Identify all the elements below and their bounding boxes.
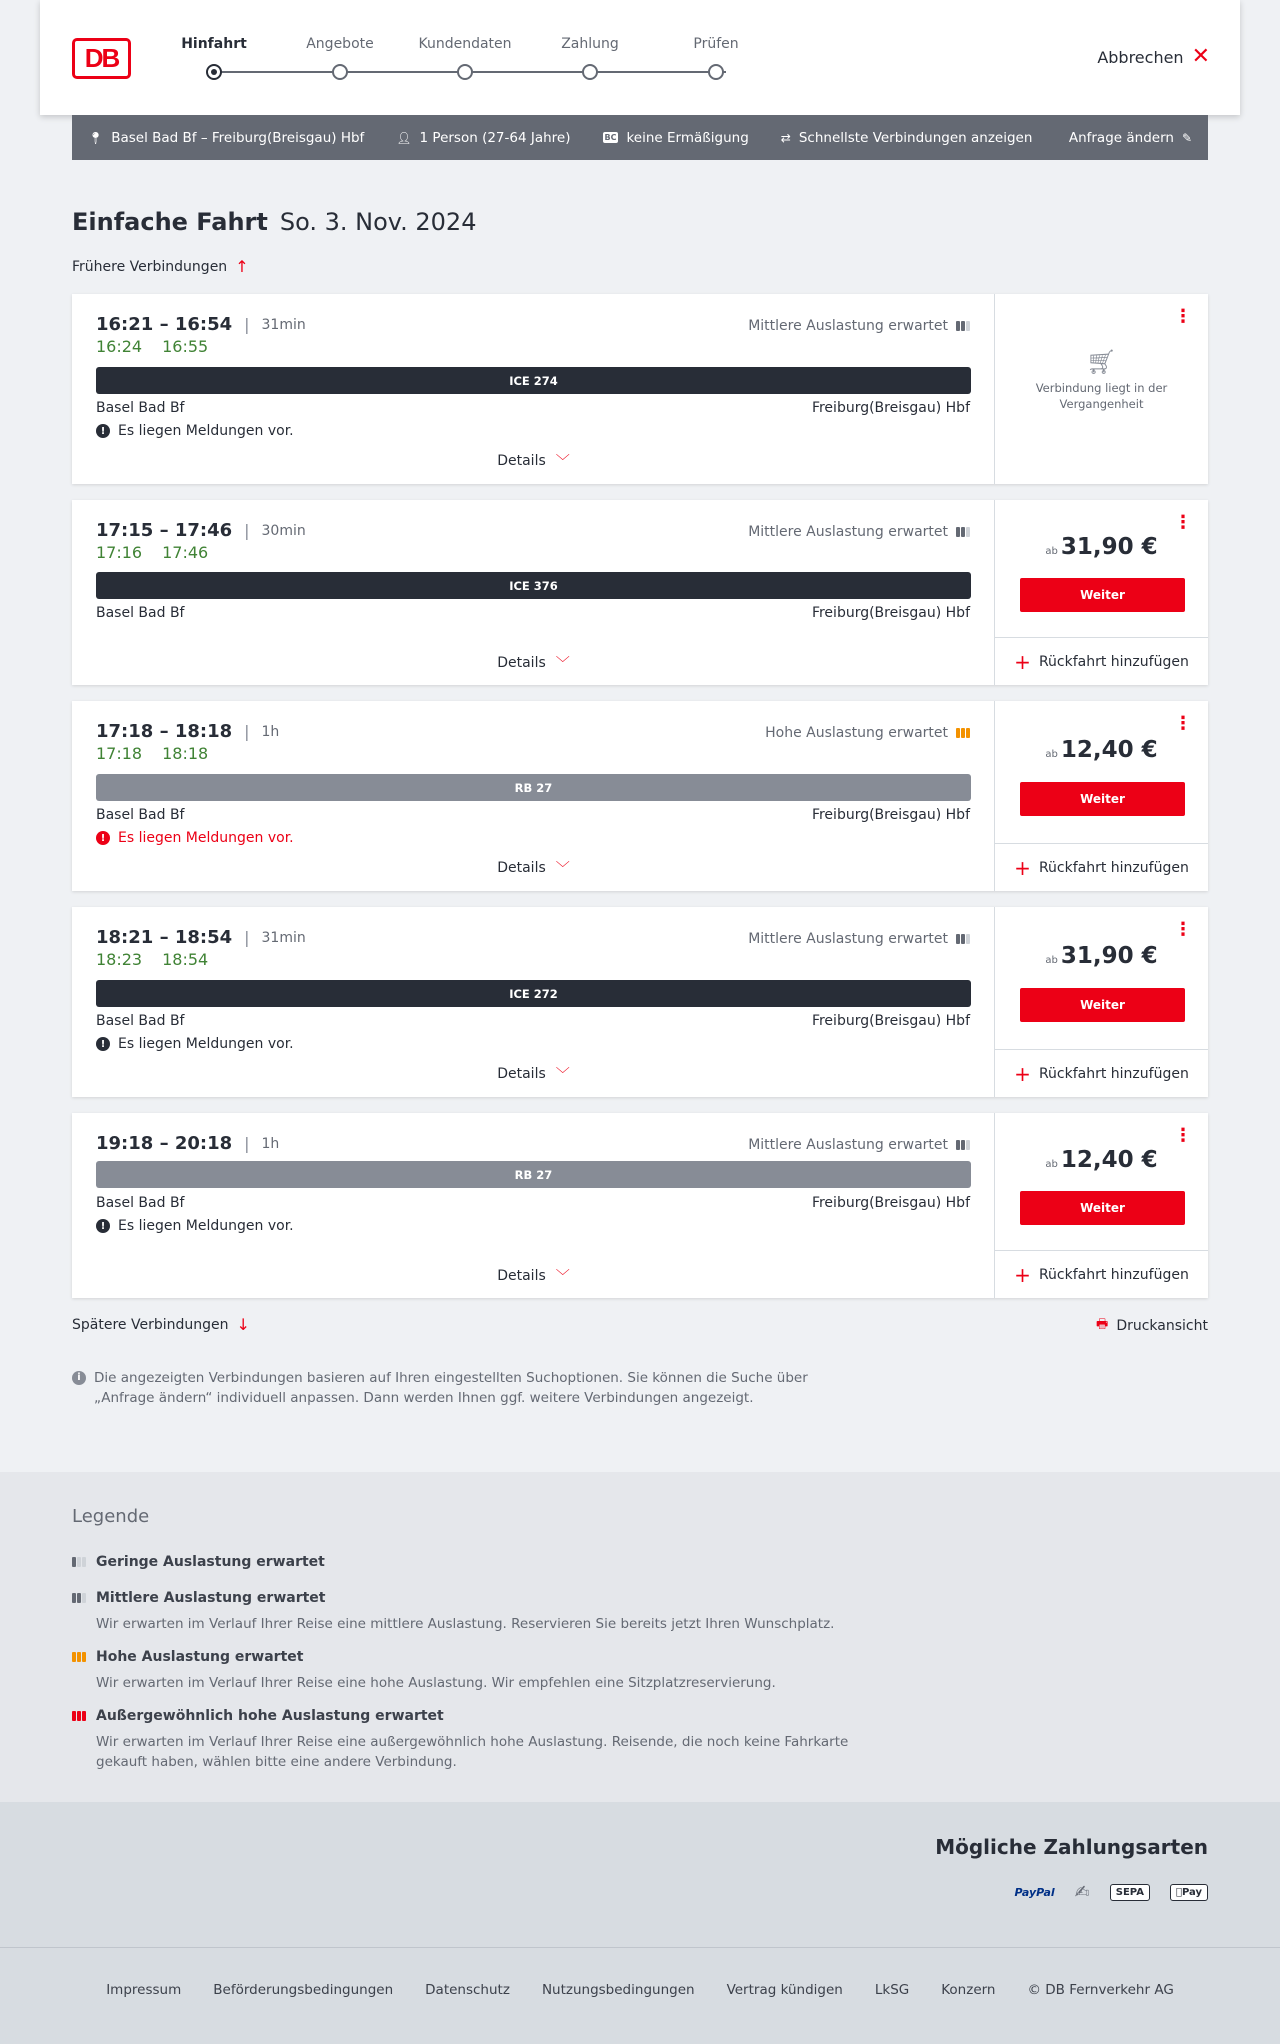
step-kundendaten [410, 36, 520, 80]
connection-card [72, 294, 1208, 484]
train-bar[interactable]: ICE 272 [96, 980, 971, 1007]
message-text: Es liegen Meldungen vor. [118, 1218, 294, 1234]
occupancy-low-icon [72, 1557, 86, 1567]
past-text: Verbindung liegt in der Vergangenheit [1035, 381, 1168, 411]
footer-link-datenschutz[interactable]: Datenschutz [425, 1982, 510, 1998]
message-text: Es liegen Meldungen vor. [118, 423, 294, 439]
step-label: Prüfen [693, 36, 739, 52]
cart-unavailable-icon: 🛒︎ [1086, 348, 1117, 376]
price-panel [995, 294, 1208, 484]
alert-icon: ! [96, 424, 110, 438]
step-zahlung [535, 36, 645, 80]
time-range: 17:18 – 18:18 [96, 721, 233, 742]
cancel-button[interactable] [1097, 46, 1210, 68]
footer-links [0, 1982, 1280, 1998]
connection-main[interactable] [72, 294, 995, 484]
paypal-icon: PayPal [1014, 1886, 1055, 1899]
realtime-arrival: 17:46 [162, 543, 209, 562]
separator: | [244, 521, 250, 540]
more-options-icon[interactable]: ⋮ [1174, 512, 1192, 533]
add-return-label: Rückfahrt hinzufügen [1038, 1266, 1189, 1283]
page-title: Einfache Fahrt [72, 208, 268, 236]
legend-item-medium [72, 1590, 872, 1634]
print-view-link[interactable] [1096, 1315, 1208, 1337]
duration: 30min [261, 522, 306, 539]
note-text: Die angezeigten Verbindungen basieren auf Ihren eingestellten Suchoptionen. Sie können die Suche über „Anfrage ändern“ individuell anpassen. Dann werden Ihnen ggf. weitere Verbindungen angezeigt. [94, 1370, 808, 1406]
plus-icon: + [1014, 855, 1031, 880]
footer [0, 1948, 1280, 2044]
step-dot [708, 64, 724, 80]
legend-item-high [72, 1649, 872, 1693]
earlier-label: Frühere Verbindungen [72, 258, 228, 275]
footer-link-vertrag-kuendigen[interactable]: Vertrag kündigen [726, 1982, 843, 1998]
price-panel [995, 701, 1208, 891]
change-request-button[interactable] [1069, 130, 1192, 146]
add-return-button[interactable] [995, 1049, 1208, 1097]
step-dot [206, 64, 222, 80]
departure-station: Basel Bad Bf [96, 1013, 185, 1029]
duration: 1h [261, 1135, 280, 1152]
connection-card [72, 500, 1208, 685]
details-toggle[interactable] [72, 1266, 995, 1286]
occupancy-info [748, 931, 970, 947]
separator: | [244, 722, 250, 741]
legend-item-label: Hohe Auslastung erwartet [96, 1649, 304, 1665]
location-pin-icon: 📍︎ [88, 130, 104, 145]
price-prefix: ab [1045, 749, 1058, 760]
add-return-button[interactable] [995, 843, 1208, 891]
direct-debit-hand-icon: ✍ [1074, 1882, 1090, 1903]
footer-link-impressum[interactable]: Impressum [106, 1982, 182, 1998]
step-hinfahrt [159, 36, 269, 80]
planned-times [96, 721, 279, 742]
message-text: Es liegen Meldungen vor. [118, 830, 294, 846]
swap-arrows-icon: ⇄ [780, 130, 791, 145]
departure-station: Basel Bad Bf [96, 400, 185, 416]
progress-stepper [182, 36, 772, 86]
legend-item-desc: Wir erwarten im Verlauf Ihrer Reise eine hohe Auslastung. Wir empfehlen eine Sitzplatzreservierung. [96, 1675, 776, 1691]
footer-link-befoerderungsbedingungen[interactable]: Beförderungsbedingungen [213, 1982, 394, 1998]
legend-item-low [72, 1554, 872, 1570]
message-notice[interactable] [96, 1218, 294, 1234]
occupancy-text: Mittlere Auslastung erwartet [748, 524, 948, 540]
travel-date: So. 3. Nov. 2024 [279, 208, 477, 236]
price-value: 12,40 € [1060, 1147, 1158, 1173]
details-toggle[interactable] [72, 451, 995, 471]
occupancy-medium-icon [956, 934, 970, 944]
legend-item-title [72, 1708, 872, 1724]
arrival-station: Freiburg(Breisgau) Hbf [811, 807, 970, 823]
more-options-icon[interactable]: ⋮ [1174, 713, 1192, 734]
train-bar[interactable]: ICE 274 [96, 367, 971, 394]
page-title-row [72, 208, 476, 236]
occupancy-text: Mittlere Auslastung erwartet [748, 931, 948, 947]
realtime-arrival: 18:18 [162, 744, 209, 763]
realtime-departure: 17:16 [96, 543, 143, 562]
occupancy-info [748, 524, 970, 540]
footer-copyright: © DB Fernverkehr AG [1027, 1982, 1174, 1998]
chevron-down-icon: ﹀ [555, 1269, 570, 1285]
info-icon: i [72, 1371, 86, 1385]
legend-item-very-high [72, 1708, 872, 1772]
step-label: Hinfahrt [181, 36, 247, 52]
message-notice[interactable] [96, 423, 294, 439]
connection-main[interactable] [72, 1113, 995, 1298]
price [995, 534, 1208, 560]
details-toggle[interactable] [72, 1064, 995, 1084]
separator: | [244, 1134, 250, 1153]
duration: 1h [261, 723, 280, 740]
price-prefix: ab [1045, 546, 1058, 557]
occupancy-text: Hohe Auslastung erwartet [765, 725, 948, 741]
close-icon: ✕ [1191, 44, 1210, 69]
discount-summary[interactable] [603, 130, 749, 146]
add-return-label: Rückfahrt hinzufügen [1038, 1065, 1189, 1082]
bahncard-icon: BC [604, 133, 617, 142]
planned-times [96, 1133, 279, 1154]
step-dot [332, 64, 348, 80]
separator: | [244, 315, 250, 334]
planned-times [96, 314, 306, 335]
message-text: Es liegen Meldungen vor. [118, 1036, 294, 1052]
message-notice[interactable] [96, 1036, 294, 1052]
message-notice[interactable] [96, 830, 294, 846]
earlier-connections-link[interactable] [72, 257, 249, 276]
legend-section [0, 1472, 1280, 1802]
occupancy-text: Mittlere Auslastung erwartet [748, 318, 948, 334]
travelers-summary[interactable] [396, 130, 570, 146]
realtime-times [96, 543, 208, 562]
price-value: 31,90 € [1060, 943, 1158, 969]
occupancy-very-high-icon [72, 1711, 86, 1721]
arrival-station: Freiburg(Breisgau) Hbf [811, 1195, 970, 1211]
connection-main[interactable] [72, 701, 995, 891]
pencil-icon: ✎ [1181, 130, 1192, 145]
legend-item-label: Außergewöhnlich hohe Auslastung erwartet [96, 1708, 444, 1724]
legend-item-title [72, 1649, 872, 1665]
details-label: Details [497, 655, 546, 671]
apple-pay-label: Pay [1181, 1887, 1202, 1898]
time-range: 18:21 – 18:54 [96, 927, 233, 948]
db-logo[interactable]: DB [72, 38, 131, 79]
payment-icons [1015, 1882, 1209, 1903]
price [995, 1147, 1208, 1173]
occupancy-info [765, 725, 970, 741]
later-label: Spätere Verbindungen [72, 1316, 229, 1333]
time-range: 19:18 – 20:18 [96, 1133, 233, 1154]
occupancy-info [748, 1137, 970, 1153]
chevron-down-icon: ﹀ [555, 861, 570, 877]
arrival-station: Freiburg(Breisgau) Hbf [811, 1013, 970, 1029]
price-value: 31,90 € [1060, 534, 1158, 560]
occupancy-high-icon [72, 1652, 86, 1662]
realtime-arrival: 18:54 [162, 950, 209, 969]
add-return-label: Rückfahrt hinzufügen [1038, 653, 1189, 670]
price-panel [995, 1113, 1208, 1298]
realtime-times [96, 744, 208, 763]
step-pruefen [661, 36, 771, 80]
step-angebote [285, 36, 395, 80]
payment-methods-section [0, 1802, 1280, 1948]
footer-link-lksg[interactable]: LkSG [874, 1982, 910, 1998]
step-label: Zahlung [561, 36, 619, 52]
legend-item-title [72, 1590, 872, 1606]
continue-button[interactable]: Weiter [1020, 578, 1185, 612]
time-range: 16:21 – 16:54 [96, 314, 233, 335]
fastest-connections-toggle[interactable] [781, 130, 1033, 146]
continue-button[interactable]: Weiter [1020, 988, 1185, 1022]
details-label: Details [497, 860, 546, 876]
realtime-times [96, 950, 208, 969]
change-request-label: Anfrage ändern [1068, 129, 1174, 146]
past-connection-notice [995, 348, 1208, 412]
legend-title: Legende [72, 1506, 150, 1527]
legend-item-label: Geringe Auslastung erwartet [96, 1554, 325, 1570]
print-label: Druckansicht [1116, 1318, 1208, 1334]
connection-card [72, 907, 1208, 1097]
departure-station: Basel Bad Bf [96, 807, 185, 823]
occupancy-text: Mittlere Auslastung erwartet [748, 1137, 948, 1153]
legend-item-label: Mittlere Auslastung erwartet [96, 1590, 326, 1606]
header [40, 0, 1240, 115]
departure-station: Basel Bad Bf [96, 1195, 185, 1211]
route-summary[interactable] [88, 130, 364, 146]
continue-button[interactable]: Weiter [1020, 1191, 1185, 1225]
realtime-departure: 16:24 [96, 337, 143, 356]
add-return-label: Rückfahrt hinzufügen [1038, 859, 1189, 876]
connection-main[interactable] [72, 500, 995, 685]
step-label: Kundendaten [418, 36, 512, 52]
details-label: Details [497, 453, 546, 469]
details-label: Details [497, 1066, 546, 1082]
connection-card [72, 701, 1208, 891]
discount-text: keine Ermäßigung [626, 129, 749, 146]
details-toggle[interactable] [72, 653, 995, 673]
legend-item-desc: Wir erwarten im Verlauf Ihrer Reise eine mittlere Auslastung. Reservieren Sie bereits jetzt Ihren Wunschplatz. [96, 1616, 835, 1632]
route-text: Basel Bad Bf – Freiburg(Breisgau) Hbf [111, 129, 365, 146]
cancel-label: Abbrechen [1097, 47, 1184, 67]
add-return-button[interactable] [995, 637, 1208, 685]
connection-main[interactable] [72, 907, 995, 1097]
search-options-note [72, 1368, 852, 1408]
price-prefix: ab [1045, 1159, 1058, 1170]
connection-card [72, 1113, 1208, 1298]
price-prefix: ab [1045, 955, 1058, 966]
details-label: Details [497, 1268, 546, 1284]
train-bar[interactable]: RB 27 [96, 1161, 971, 1188]
footer-link-konzern[interactable]: Konzern [941, 1982, 996, 1998]
apple-pay-icon [1170, 1884, 1208, 1901]
occupancy-high-icon [956, 728, 970, 738]
search-summary-bar [72, 115, 1208, 160]
footer-link-nutzungsbedingungen[interactable]: Nutzungsbedingungen [541, 1982, 695, 1998]
legend-item-title [72, 1554, 872, 1570]
occupancy-medium-icon [956, 527, 970, 537]
person-icon: 👤︎ [396, 130, 412, 145]
train-bar[interactable]: ICE 376 [96, 572, 971, 599]
arrival-station: Freiburg(Breisgau) Hbf [811, 400, 970, 416]
chevron-down-icon: ﹀ [555, 454, 570, 470]
details-toggle[interactable] [72, 858, 995, 878]
step-label: Angebote [306, 36, 374, 52]
realtime-departure: 17:18 [96, 744, 143, 763]
chevron-down-icon: ﹀ [555, 656, 570, 672]
step-dot [457, 64, 473, 80]
sepa-icon: SEPA [1110, 1884, 1150, 1901]
occupancy-medium-icon [956, 321, 970, 331]
realtime-departure: 18:23 [96, 950, 143, 969]
price [995, 737, 1208, 763]
arrow-down-icon: ↓ [236, 1315, 250, 1334]
plus-icon: + [1014, 1061, 1031, 1086]
time-range: 17:15 – 17:46 [96, 520, 233, 541]
occupancy-medium-icon [956, 1140, 970, 1150]
add-return-button[interactable] [995, 1250, 1208, 1298]
more-options-icon[interactable]: ⋮ [1174, 919, 1192, 940]
step-dot [582, 64, 598, 80]
alert-icon: ! [96, 1037, 110, 1051]
continue-button[interactable]: Weiter [1020, 782, 1185, 816]
legend-item-desc: Wir erwarten im Verlauf Ihrer Reise eine außergewöhnlich hohe Auslastung. Reisende, die noch keine Fahrkarte gekauft haben, wählen bitte eine andere Verbindung. [96, 1734, 849, 1770]
printer-icon: 🖶 [1096, 1317, 1109, 1332]
realtime-arrival: 16:55 [162, 337, 209, 356]
more-options-icon[interactable]: ⋮ [1174, 1125, 1192, 1146]
price-value: 12,40 € [1060, 737, 1158, 763]
occupancy-medium-icon [72, 1593, 86, 1603]
travelers-text: 1 Person (27-64 Jahre) [419, 129, 571, 146]
plus-icon: + [1014, 1262, 1031, 1287]
price-panel [995, 907, 1208, 1097]
more-options-icon[interactable]: ⋮ [1174, 306, 1192, 327]
alert-icon: ! [96, 831, 110, 845]
arrow-up-icon: ↑ [235, 257, 249, 276]
planned-times [96, 927, 306, 948]
occupancy-info [748, 318, 970, 334]
alert-icon: ! [96, 1219, 110, 1233]
price-panel [995, 500, 1208, 685]
train-bar[interactable]: RB 27 [96, 774, 971, 801]
departure-station: Basel Bad Bf [96, 605, 185, 621]
separator: | [244, 928, 250, 947]
arrival-station: Freiburg(Breisgau) Hbf [811, 605, 970, 621]
payment-methods-title: Mögliche Zahlungsarten [935, 1835, 1208, 1859]
duration: 31min [261, 316, 306, 333]
chevron-down-icon: ﹀ [555, 1067, 570, 1083]
fastest-text: Schnellste Verbindungen anzeigen [798, 129, 1033, 146]
duration: 31min [261, 929, 306, 946]
realtime-times [96, 337, 208, 356]
plus-icon: + [1014, 649, 1031, 674]
price [995, 943, 1208, 969]
planned-times [96, 520, 306, 541]
later-connections-link[interactable] [72, 1315, 250, 1334]
